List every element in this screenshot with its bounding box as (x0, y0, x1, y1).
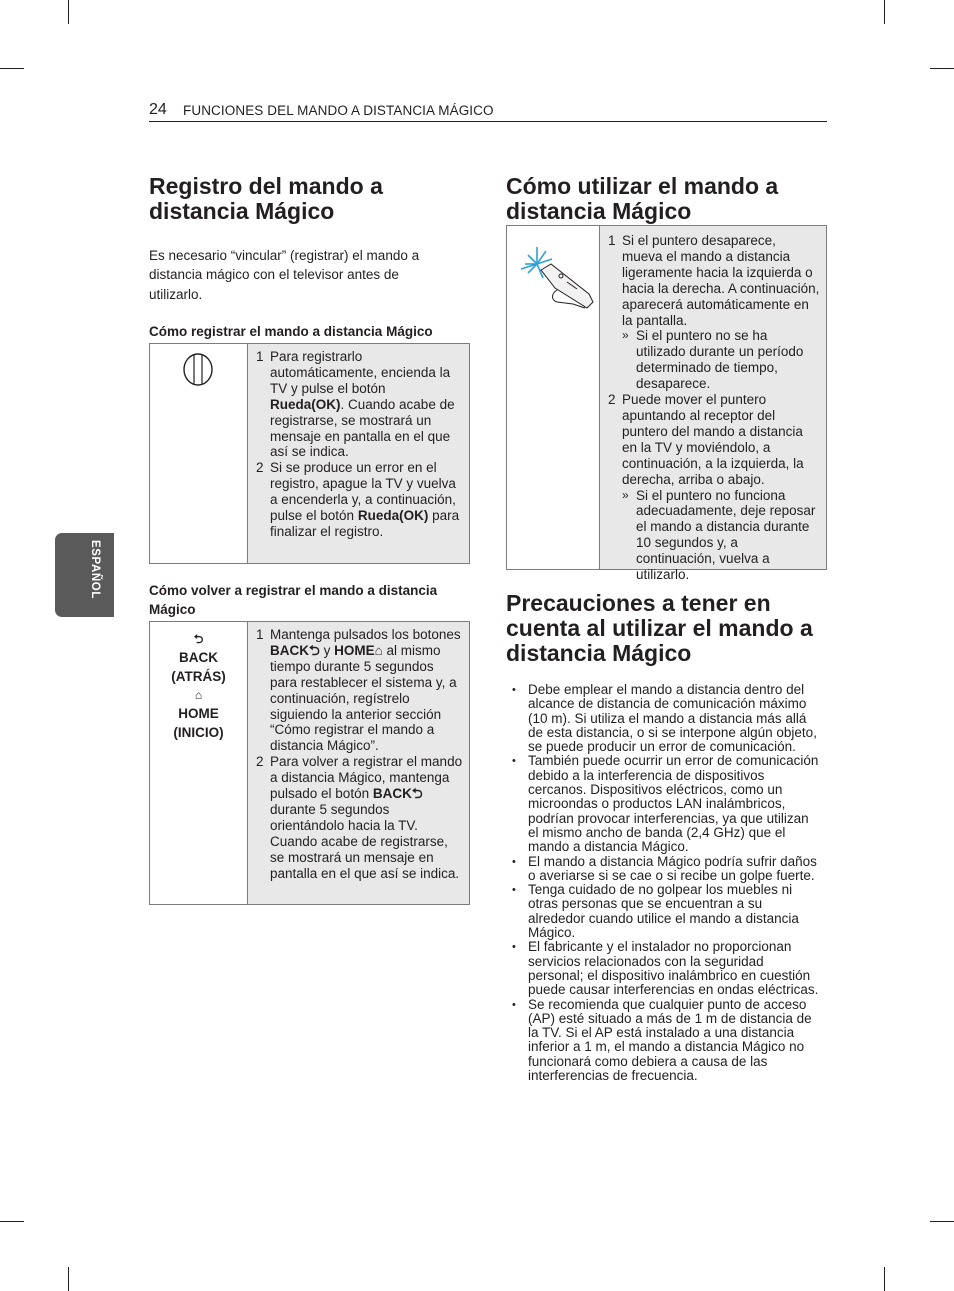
wheel-button-icon (150, 344, 247, 404)
register-step-1: 1 Para registrarlo automáticamente, encienda la TV y pulse el botón Rueda(OK). Cuando acabe de registrarse, se mostrará un mensaje en pantalla en el que así se indica. (256, 349, 455, 460)
list-item: • El mando a distancia Mágico podría sufrir daños o averiarse si se cae o si recibe un golpe fuerte. (512, 853, 817, 883)
list-item: • Debe emplear el mando a distancia dentro del alcance de distancia de comunicación máximo (10 m). Si utiliza el mando a distancia más allá de esta distancia, o si se interpone algún objeto, se puede producir un error de comunicación. (512, 682, 817, 755)
wheel-ok-label: Rueda(OK) (357, 508, 429, 524)
register-steps (248, 344, 469, 563)
reregister-step-2: 2 Para volver a registrar el mando a distancia Mágico, mantenga pulsado el botón BACK⮌ durante 5 segundos orientándolo hacia la TV. Cuando acabe de registrarse, se mostrará un mensaje en pantalla en el que así se indica. (256, 754, 463, 881)
usage-step-2: 2 Puede mover el puntero apuntando al receptor del puntero del mando a distancia en la TV y moviéndolo, a continuación, a la izquierda, la derecha, arriba o abajo. (608, 392, 804, 487)
usage-steps (600, 226, 826, 583)
list-item: • Tenga cuidado de no golpear los muebles ni otras personas que se encuentran a su alrededor cuando utilice el mando a distancia Mágico. (512, 882, 799, 941)
list-item: • Se recomienda que cualquier punto de acceso (AP) esté situado a más de 1 m de distancia de la TV. Si el AP está instalado a una distancia inferior a 1 m, el mando a distancia Mágico no funcionará como debiera a causa de las interferencias de frecuencia. (512, 996, 812, 1084)
wheel-ok-label: Rueda(OK) (270, 396, 341, 412)
intro-paragraph: Es necesario “vincular” (registrar) el mando a distancia mágico con el televisor antes de utilizarlo. (149, 248, 420, 302)
home-label: HOME (178, 706, 219, 721)
remote-pointer-icon (507, 226, 599, 316)
list-item: • El fabricante y el instalador no proporcionan servicios relacionados con la seguridad personal; el dispositivo inalámbrico en cuestión puede causar interferencias en ondas eléctricas. (512, 939, 819, 998)
section-title-precautions: Precauciones a tener en cuenta al utilizar el mando a distancia Mágico (506, 590, 813, 666)
crop-mark (0, 1221, 24, 1222)
page-header (149, 101, 827, 122)
precautions-list (512, 683, 822, 1083)
running-title: FUNCIONES DEL MANDO A DISTANCIA MÁGICO (183, 103, 494, 118)
subheading-register: Cómo registrar el mando a distancia Mágico (149, 324, 433, 339)
list-item: • También puede ocurrir un error de comunicación debido a la interferencia de dispositivos cercanos. Dispositivos eléctricos, como un microondas o productos LAN inalámbricos, podrían provocar interferencias, ya que utilizan el mismo ancho de banda (2,4 GHz) que el mando a distancia Mágico. (512, 753, 819, 855)
usage-note-1: » Si el puntero no se ha utilizado durante un período determinado de tiempo, desaparece. (622, 328, 804, 392)
back-label: BACK (179, 650, 218, 665)
register-step-2: 2 Si se produce un error en el registro, apague la TV y vuelva a encenderla y, a continuación, pulse el botón Rueda(OK) para finalizar el registro. (256, 460, 460, 539)
home-icon: ⌂ (194, 688, 203, 702)
reregister-steps (248, 622, 469, 904)
button-legend-cell (150, 622, 248, 904)
language-tab (55, 533, 114, 617)
wheel-button-cell (150, 344, 248, 563)
crop-mark (884, 0, 885, 24)
crop-mark (930, 1221, 954, 1222)
usage-step-1: 1 Si el puntero desaparece, mueva el mando a distancia ligeramente hacia la izquierda o hacia la derecha. A continuación, aparecerá automáticamente en la pantalla. (608, 233, 820, 328)
home-sublabel: (INICIO) (173, 725, 224, 740)
reregister-instructions-box (149, 621, 470, 905)
crop-mark (930, 68, 954, 69)
pointer-illustration-cell (507, 226, 600, 569)
usage-note-2: » Si el puntero no funciona adecuadamente, deje reposar el mando a distancia durante 10 segundos y, a continuación, vuelva a utilizarlo. (622, 487, 816, 583)
back-icon: ⮌ (193, 632, 204, 646)
language-tab-label: ESPAÑOL (89, 540, 101, 599)
register-instructions-box (149, 343, 470, 564)
crop-mark (68, 1267, 69, 1291)
crop-mark (68, 0, 69, 24)
crop-mark (884, 1267, 885, 1291)
page-number: 24 (149, 101, 167, 118)
subheading-reregister: Cómo volver a registrar el mando a distancia Mágico (149, 583, 438, 617)
crop-mark (0, 68, 24, 69)
back-sublabel: (ATRÁS) (171, 669, 226, 684)
reregister-step-1: 1 Mantenga pulsados los botones BACK⮌ y HOME⌂ al mismo tiempo durante 5 segundos para restablecer el sistema y, a continuación, regístrelo siguiendo la anterior sección “Cómo registrar el mando a distancia Mágico”. (256, 627, 461, 754)
usage-instructions-box (506, 225, 827, 583)
section-title-registration: Registro del mando a distancia Mágico (149, 173, 383, 224)
section-title-usage: Cómo utilizar el mando a distancia Mágico (506, 173, 779, 224)
